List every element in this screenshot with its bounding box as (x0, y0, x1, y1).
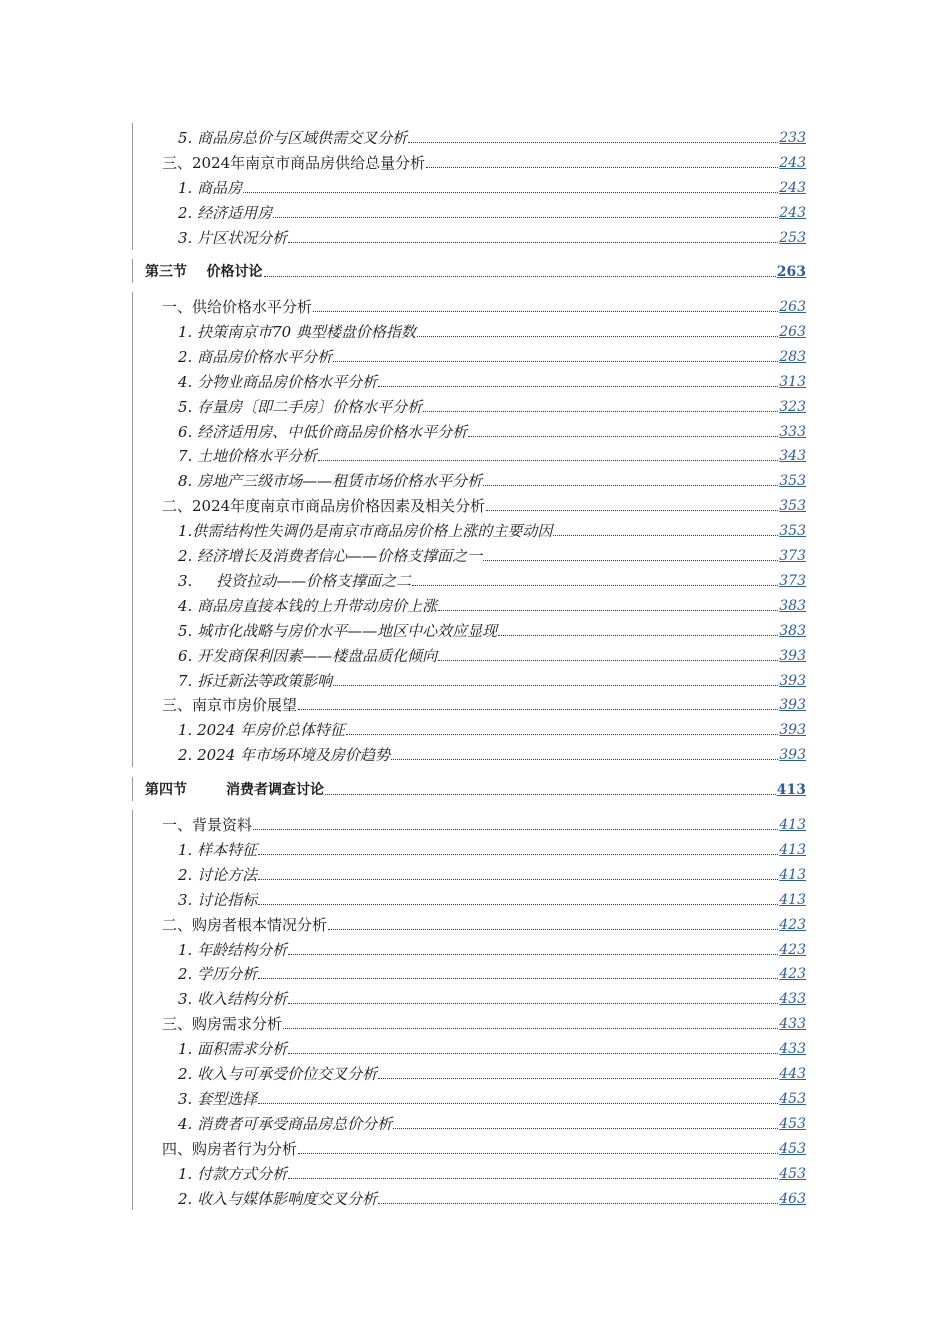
dot-leader (553, 534, 778, 536)
toc-entry-label[interactable]: 三、南京市房价展望 (162, 696, 298, 714)
toc-entry[interactable] (0, 344, 806, 366)
toc-entry[interactable] (0, 618, 806, 640)
toc-entry[interactable] (0, 668, 806, 690)
dot-leader (288, 241, 778, 243)
toc-page-link[interactable]: 323 (779, 399, 806, 415)
toc-page-link[interactable]: 283 (779, 349, 806, 365)
dot-leader (423, 410, 778, 412)
dot-leader (378, 1077, 778, 1079)
toc-page-link[interactable]: 383 (779, 598, 806, 614)
toc-page-link[interactable]: 373 (779, 548, 806, 564)
toc-page-link[interactable]: 453 (779, 1141, 806, 1157)
dot-leader (283, 1027, 778, 1029)
toc-entry-label[interactable]: 2. 学历分析 (178, 965, 258, 983)
dot-leader (328, 928, 778, 930)
toc-entry[interactable] (0, 862, 806, 884)
toc-entry[interactable] (0, 125, 806, 147)
dot-leader (468, 435, 778, 437)
toc-entry-label[interactable]: 1. 抉策南京市70 典型楼盘价格指数 (178, 323, 416, 341)
toc-page-link[interactable]: 393 (779, 673, 806, 689)
toc-page-link[interactable]: 463 (779, 1191, 806, 1207)
dot-leader (483, 484, 778, 486)
toc-entry[interactable] (0, 468, 806, 490)
toc-entry[interactable] (0, 887, 806, 909)
toc-page-link[interactable]: 343 (779, 448, 806, 464)
toc-page-link[interactable]: 233 (779, 130, 806, 146)
dot-leader (288, 1052, 778, 1054)
toc-entry-label[interactable]: 1. 样本特征 (178, 841, 258, 859)
toc-page-link[interactable]: 453 (779, 1091, 806, 1107)
dot-leader (483, 559, 778, 561)
toc-entry[interactable] (0, 1011, 806, 1033)
toc-page-link[interactable]: 413 (779, 867, 806, 883)
toc-entry[interactable] (0, 1136, 806, 1158)
toc-entry-label[interactable]: 2. 经济增长及消费者信心——价格支撑面之一 (178, 547, 483, 565)
toc-entry-label[interactable]: 四、购房者行为分析 (162, 1140, 298, 1158)
toc-page-link[interactable]: 423 (779, 917, 806, 933)
toc-entry[interactable] (0, 419, 806, 441)
dot-leader (243, 191, 778, 193)
toc-entry[interactable] (0, 1061, 806, 1083)
toc-entry-label[interactable]: 5. 商品房总价与区域供需交叉分析 (178, 129, 408, 147)
dot-leader (378, 1202, 778, 1204)
toc-page-link[interactable]: 263 (779, 299, 806, 315)
toc-entry[interactable] (0, 1036, 806, 1058)
toc-entry[interactable] (0, 493, 806, 515)
toc-page-link[interactable]: 413 (779, 817, 806, 833)
toc-entry-label[interactable]: 3. 投资拉动——价格支撑面之二 (178, 572, 412, 590)
toc-entry[interactable] (0, 986, 806, 1008)
toc-entry[interactable] (0, 1086, 806, 1108)
toc-entry-label[interactable]: 三、2024年南京市商品房供给总量分析 (162, 154, 426, 172)
toc-entry-label[interactable]: 2. 收入与媒体影响度交叉分析 (178, 1190, 378, 1208)
toc-entry[interactable] (0, 742, 806, 764)
toc-entry-label[interactable]: 2. 经济适用房 (178, 204, 273, 222)
dot-leader (333, 360, 778, 362)
dot-leader (325, 793, 776, 795)
toc-page-link[interactable]: 453 (779, 1116, 806, 1132)
toc-entry-label[interactable]: 2. 收入与可承受价位交叉分析 (178, 1065, 378, 1083)
dot-leader (318, 459, 778, 461)
toc-entry-label[interactable]: 6. 经济适用房、中低价商品房价格水平分析 (178, 423, 468, 441)
toc-page-link[interactable]: 353 (779, 498, 806, 514)
toc-page-link[interactable]: 413 (779, 842, 806, 858)
toc-entry[interactable] (0, 837, 806, 859)
toc-page-link[interactable]: 353 (779, 523, 806, 539)
toc-entry[interactable] (0, 225, 806, 247)
toc-entry[interactable] (0, 518, 806, 540)
toc-page-link[interactable]: 423 (779, 966, 806, 982)
toc-page-link[interactable]: 393 (779, 697, 806, 713)
toc-entry[interactable] (0, 394, 806, 416)
dot-leader (393, 1127, 778, 1129)
toc-section-heading[interactable] (0, 259, 806, 281)
dot-leader (486, 509, 778, 511)
toc-entry[interactable] (0, 1161, 806, 1183)
toc-entry[interactable] (0, 961, 806, 983)
toc-entry[interactable] (0, 200, 806, 222)
dot-leader (346, 733, 778, 735)
dot-leader (258, 878, 778, 880)
dot-leader (438, 659, 778, 661)
toc-entry-label[interactable]: 2. 2024 年市场环境及房价趋势 (178, 746, 391, 764)
dot-leader (258, 903, 778, 905)
dot-leader (273, 216, 778, 218)
toc-entry[interactable] (0, 319, 806, 341)
toc-entry-label[interactable]: 第三节 价格讨论 (145, 264, 263, 280)
toc-entry-label[interactable]: 6. 开发商保利因素——楼盘品质化倾向 (178, 647, 438, 665)
dot-leader (391, 758, 778, 760)
toc-page-link[interactable]: 333 (779, 424, 806, 440)
toc-entry-label[interactable]: 1. 2024 年房价总体特征 (178, 721, 346, 739)
toc-page-link[interactable]: 443 (779, 1066, 806, 1082)
toc-entry-label[interactable]: 3. 片区状况分析 (178, 229, 288, 247)
toc-entry-label[interactable]: 1. 商品房 (178, 179, 243, 197)
toc-entry-label[interactable]: 二、购房者根本情况分析 (162, 916, 328, 934)
toc-entry[interactable] (0, 1111, 806, 1133)
toc-entry-label[interactable]: 第四节 消费者调查讨论 (145, 782, 324, 798)
toc-page-link[interactable]: 433 (779, 991, 806, 1007)
toc-page-link[interactable]: 243 (779, 180, 806, 196)
toc-entry-label[interactable]: 3. 收入结构分析 (178, 990, 288, 1008)
toc-entry-label[interactable]: 1. 面积需求分析 (178, 1040, 288, 1058)
toc-entry-label[interactable]: 1.供需结构性失调仍是南京市商品房价格上涨的主要动因 (178, 522, 553, 540)
toc-page-link[interactable]: 373 (779, 573, 806, 589)
dot-leader (258, 977, 778, 979)
toc-entry[interactable] (0, 692, 806, 714)
toc-page-link[interactable]: 263 (776, 264, 806, 280)
toc-entry[interactable] (0, 543, 806, 565)
toc-entry[interactable] (0, 568, 806, 590)
dot-leader (426, 166, 778, 168)
dot-leader (412, 584, 778, 586)
toc-page-link[interactable]: 353 (779, 473, 806, 489)
dot-leader (288, 953, 778, 955)
toc-entry-label[interactable]: 7. 土地价格水平分析 (178, 447, 318, 465)
toc-entry-label[interactable]: 8. 房地产三级市场——租赁市场价格水平分析 (178, 472, 483, 490)
toc-entry[interactable] (0, 443, 806, 465)
toc-entry-label[interactable]: 一、供给价格水平分析 (162, 298, 313, 316)
toc-entry[interactable] (0, 717, 806, 739)
dot-leader (408, 141, 778, 143)
dot-leader (378, 385, 778, 387)
toc-entry-label[interactable]: 1. 年龄结构分析 (178, 941, 288, 959)
dot-leader (417, 335, 778, 337)
dot-leader (298, 1152, 778, 1154)
toc-page-link[interactable]: 393 (779, 722, 806, 738)
toc-entry-label[interactable]: 4. 分物业商品房价格水平分析 (178, 373, 378, 391)
toc-page-link[interactable]: 433 (779, 1041, 806, 1057)
dot-leader (264, 275, 776, 277)
dot-leader (288, 1177, 778, 1179)
toc-page-link[interactable]: 393 (779, 648, 806, 664)
toc-entry[interactable] (0, 1186, 806, 1208)
toc-page-link[interactable]: 383 (779, 623, 806, 639)
toc-page-link[interactable]: 453 (779, 1166, 806, 1182)
toc-page-link[interactable]: 433 (779, 1016, 806, 1032)
toc-page-link[interactable]: 423 (779, 942, 806, 958)
toc-page-link[interactable]: 253 (779, 230, 806, 246)
dot-leader (498, 634, 778, 636)
toc-entry-label[interactable]: 1. 付款方式分析 (178, 1165, 288, 1183)
toc-entry-label[interactable]: 3. 套型选择 (178, 1090, 258, 1108)
toc-entry[interactable] (0, 643, 806, 665)
toc-entry-label[interactable]: 二、2024年度南京市商品房价格因素及相关分析 (162, 497, 486, 515)
dot-leader (253, 828, 778, 830)
toc-entry[interactable] (0, 593, 806, 615)
toc-entry-label[interactable]: 4. 消费者可承受商品房总价分析 (178, 1115, 393, 1133)
toc-entry-label[interactable]: 4. 商品房直接本钱的上升带动房价上涨 (178, 597, 438, 615)
dot-leader (333, 684, 778, 686)
toc-page-link[interactable]: 413 (776, 782, 806, 798)
toc-page-link[interactable]: 413 (779, 892, 806, 908)
toc-entry-label[interactable]: 三、购房需求分析 (162, 1015, 283, 1033)
dot-leader (438, 609, 778, 611)
dot-leader (258, 853, 778, 855)
toc-page-link[interactable]: 313 (779, 374, 806, 390)
toc-entry-label[interactable]: 2. 讨论方法 (178, 866, 258, 884)
dot-leader (258, 1102, 778, 1104)
dot-leader (288, 1002, 778, 1004)
toc-page-link[interactable]: 393 (779, 747, 806, 763)
toc-entry-label[interactable]: 2. 商品房价格水平分析 (178, 348, 333, 366)
toc-page-link[interactable]: 263 (779, 324, 806, 340)
toc-entry[interactable] (0, 369, 806, 391)
toc-section-heading[interactable] (0, 777, 806, 799)
dot-leader (313, 310, 778, 312)
dot-leader (298, 708, 778, 710)
toc-entry[interactable] (0, 937, 806, 959)
toc-page-link[interactable]: 243 (779, 155, 806, 171)
toc-entry[interactable] (0, 912, 806, 934)
toc-page-link[interactable]: 243 (779, 205, 806, 221)
toc-entry-label[interactable]: 7. 拆迁新法等政策影响 (178, 672, 333, 690)
toc-entry[interactable] (0, 294, 806, 316)
toc-entry-label[interactable]: 5. 存量房〔即二手房〕价格水平分析 (178, 398, 423, 416)
toc-entry[interactable] (0, 812, 806, 834)
toc-entry-label[interactable]: 5. 城市化战略与房价水平——地区中心效应显现 (178, 622, 498, 640)
toc-entry[interactable] (0, 150, 806, 172)
toc-entry[interactable] (0, 175, 806, 197)
toc-entry-label[interactable]: 一、背景资料 (162, 816, 253, 834)
toc-entry-label[interactable]: 3. 讨论指标 (178, 891, 258, 909)
